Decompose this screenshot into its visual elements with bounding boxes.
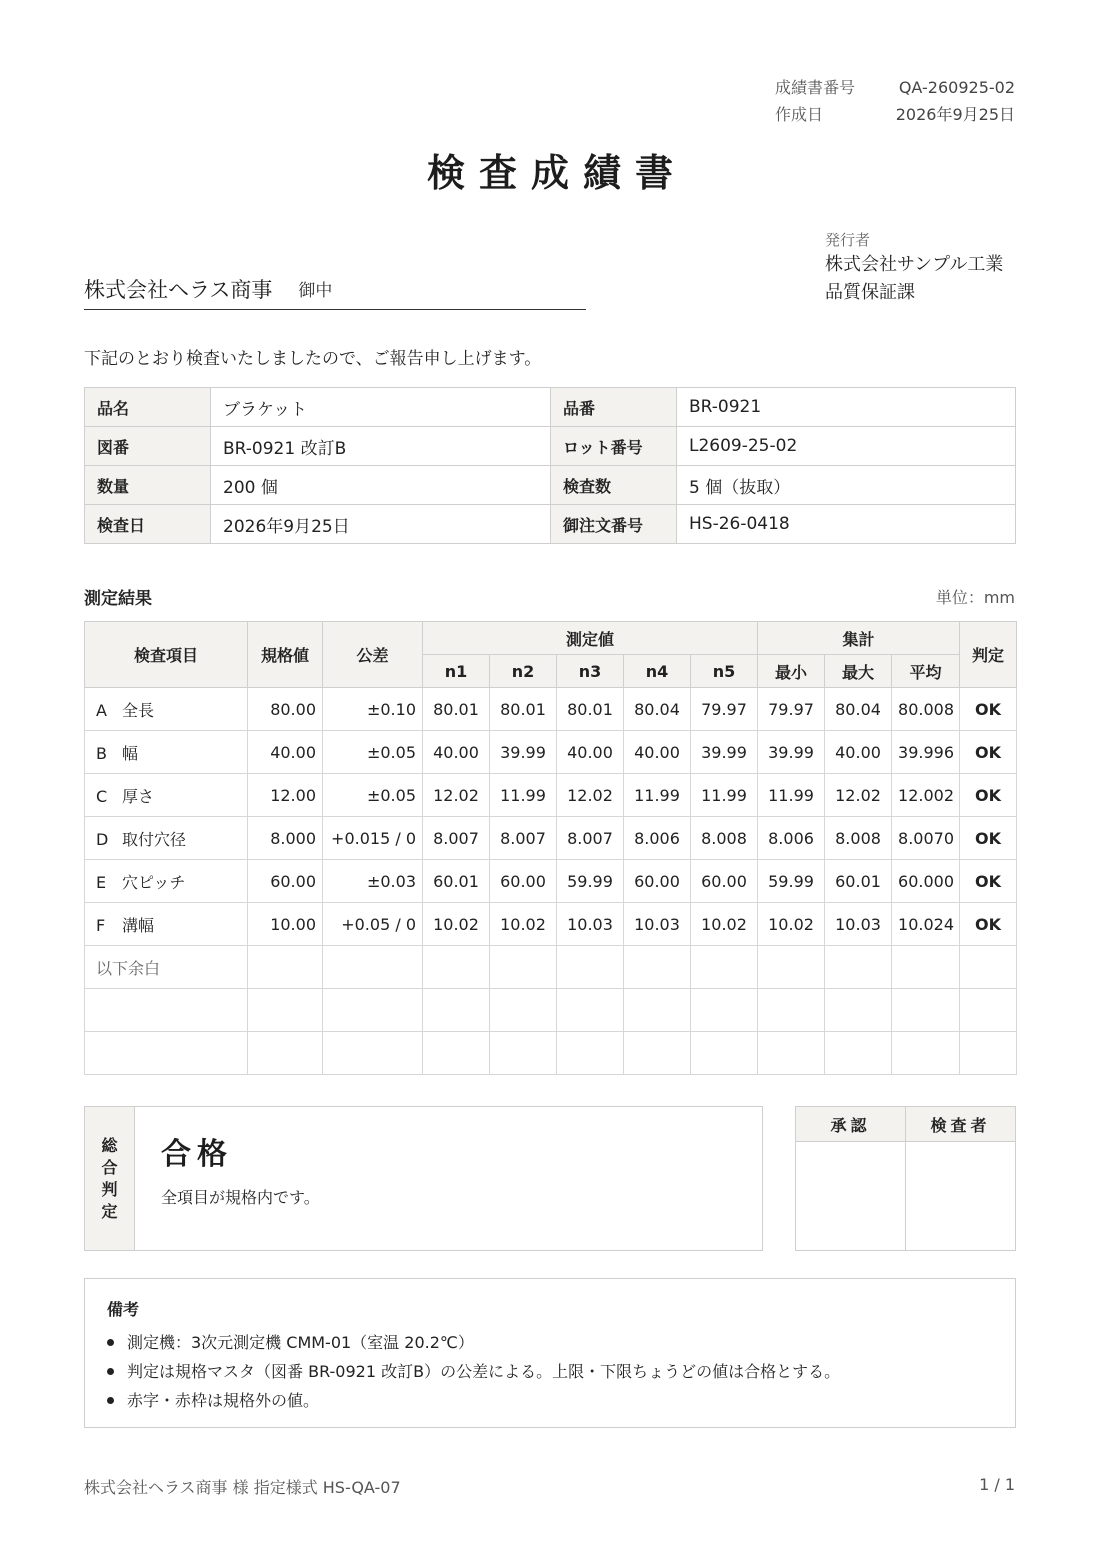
measured-value: 39.99 — [490, 731, 557, 774]
page-title: 検査成績書 — [426, 151, 687, 195]
info-value: BR-0921 — [677, 388, 1016, 427]
item-cell — [85, 903, 248, 946]
empty-cell — [691, 946, 758, 989]
document-meta — [775, 76, 1015, 130]
measured-value: 11.99 — [691, 774, 758, 817]
empty-cell — [960, 989, 1017, 1032]
info-value: 5 個（抜取） — [677, 466, 1016, 505]
measured-value: 10.03 — [624, 903, 691, 946]
side-char: 判 — [101, 1179, 118, 1199]
measured-value: 79.97 — [691, 688, 758, 731]
empty-cell — [85, 989, 248, 1032]
empty-cell — [557, 946, 624, 989]
header-max: 最大 — [825, 655, 892, 688]
empty-cell — [423, 1032, 490, 1075]
empty-cell — [825, 946, 892, 989]
header-summary: 集計 — [758, 622, 960, 655]
judgement-body — [135, 1107, 346, 1250]
empty-cell — [323, 989, 423, 1032]
tolerance-value: ±0.05 — [323, 731, 423, 774]
measured-value: 12.02 — [557, 774, 624, 817]
item-name: 取付穴径 — [122, 829, 187, 849]
measured-value: 10.02 — [423, 903, 490, 946]
remarks-list — [107, 1328, 993, 1415]
info-value: HS-26-0418 — [677, 505, 1016, 544]
empty-cell — [423, 989, 490, 1032]
empty-cell — [323, 946, 423, 989]
empty-cell — [624, 1032, 691, 1075]
max-value: 12.02 — [825, 774, 892, 817]
header-n1: n1 — [423, 655, 490, 688]
item-name: 溝幅 — [122, 915, 155, 935]
header-item: 検査項目 — [85, 622, 248, 688]
measured-value: 40.00 — [423, 731, 490, 774]
measurement-row — [85, 860, 1017, 903]
judgement-result: 合格 — [161, 1137, 233, 1172]
empty-cell — [758, 1032, 825, 1075]
unit-label: 単位：mm — [935, 588, 1015, 607]
empty-cell — [892, 989, 960, 1032]
min-value: 8.006 — [758, 817, 825, 860]
measured-value: 10.02 — [691, 903, 758, 946]
info-value: 2026年9月25日 — [211, 505, 551, 544]
measured-value: 12.02 — [423, 774, 490, 817]
item-name: 全長 — [122, 700, 155, 720]
avg-value: 39.996 — [892, 731, 960, 774]
info-row — [85, 427, 1016, 466]
empty-cell — [624, 946, 691, 989]
spec-value: 10.00 — [248, 903, 323, 946]
overall-judgement — [84, 1106, 763, 1251]
remark-item: 判定は規格マスタ（図番 BR-0921 改訂B）の公差による。上限・下限ちょうどの値は合格とする。 — [107, 1357, 993, 1386]
inspector-stamp-box — [906, 1142, 1016, 1251]
measured-value: 8.008 — [691, 817, 758, 860]
min-value: 10.02 — [758, 903, 825, 946]
empty-cell — [960, 1032, 1017, 1075]
empty-cell — [624, 989, 691, 1032]
avg-value: 60.000 — [892, 860, 960, 903]
header-n2: n2 — [490, 655, 557, 688]
remark-item: 赤字・赤枠は規格外の値。 — [107, 1386, 993, 1415]
item-code: A — [96, 700, 107, 720]
issuer-block — [825, 229, 1025, 307]
empty-cell — [248, 946, 323, 989]
max-value: 10.03 — [825, 903, 892, 946]
issuer-company: 株式会社サンプル工業 — [825, 254, 1004, 275]
item-code: F — [96, 915, 106, 935]
empty-cell — [892, 1032, 960, 1075]
judge-value: OK — [960, 903, 1017, 946]
empty-cell — [758, 989, 825, 1032]
avg-value: 80.008 — [892, 688, 960, 731]
created-date-row — [775, 103, 1015, 130]
header-avg: 平均 — [892, 655, 960, 688]
info-value: 200 個 — [211, 466, 551, 505]
empty-cell — [557, 1032, 624, 1075]
measured-value: 10.02 — [490, 903, 557, 946]
empty-cell — [825, 989, 892, 1032]
measured-value: 8.007 — [490, 817, 557, 860]
tolerance-value: +0.015 / 0 — [323, 817, 423, 860]
empty-cell — [691, 1032, 758, 1075]
avg-value: 8.0070 — [892, 817, 960, 860]
item-code: C — [96, 786, 108, 806]
info-value: L2609-25-02 — [677, 427, 1016, 466]
max-value: 80.04 — [825, 688, 892, 731]
judge-value: OK — [960, 860, 1017, 903]
remainder-note: 以下余白 — [85, 946, 248, 989]
remarks-box — [84, 1278, 1016, 1428]
judge-value: OK — [960, 731, 1017, 774]
judgement-message: 全項目が規格内です。 — [161, 1188, 320, 1207]
info-label: 数量 — [85, 466, 211, 505]
item-code: D — [96, 829, 109, 849]
measured-value: 59.99 — [557, 860, 624, 903]
measurement-row — [85, 731, 1017, 774]
spec-value: 12.00 — [248, 774, 323, 817]
empty-cell — [490, 989, 557, 1032]
overall-judgement-label — [85, 1107, 135, 1250]
measured-value: 11.99 — [624, 774, 691, 817]
measured-value: 8.006 — [624, 817, 691, 860]
tolerance-value: ±0.10 — [323, 688, 423, 731]
measurement-table — [84, 621, 1017, 1075]
spec-value: 40.00 — [248, 731, 323, 774]
empty-cell — [423, 946, 490, 989]
recipient-honorific: 御中 — [298, 281, 333, 301]
item-cell — [85, 731, 248, 774]
results-section-title: 測定結果 — [84, 589, 152, 609]
approval-stamps — [795, 1106, 1016, 1251]
measurement-row — [85, 688, 1017, 731]
remarks-title: 備考 — [107, 1300, 140, 1319]
intro-text: 下記のとおり検査いたしましたので、ご報告申し上げます。 — [84, 349, 542, 369]
empty-cell — [248, 1032, 323, 1075]
measured-value: 11.99 — [490, 774, 557, 817]
header-n4: n4 — [624, 655, 691, 688]
judge-value: OK — [960, 688, 1017, 731]
remark-item: 測定機：3次元測定機 CMM-01（室温 20.2℃） — [107, 1328, 993, 1357]
item-name: 幅 — [122, 743, 139, 763]
empty-cell — [825, 1032, 892, 1075]
empty-cell — [758, 946, 825, 989]
avg-value: 12.002 — [892, 774, 960, 817]
doc-number: QA-260925-02 — [898, 78, 1015, 97]
approve-header: 承認 — [796, 1107, 906, 1142]
created-date: 2026年9月25日 — [895, 105, 1015, 124]
tolerance-value: +0.05 / 0 — [323, 903, 423, 946]
issuer-label: 発行者 — [825, 231, 871, 249]
header-min: 最小 — [758, 655, 825, 688]
measured-value: 80.01 — [557, 688, 624, 731]
tolerance-value: ±0.03 — [323, 860, 423, 903]
doc-number-row — [775, 76, 1015, 103]
empty-cell — [691, 989, 758, 1032]
max-value: 8.008 — [825, 817, 892, 860]
header-judge: 判定 — [960, 622, 1017, 688]
measured-value: 39.99 — [691, 731, 758, 774]
item-cell — [85, 688, 248, 731]
measurement-row — [85, 774, 1017, 817]
header-n3: n3 — [557, 655, 624, 688]
min-value: 59.99 — [758, 860, 825, 903]
empty-cell — [323, 1032, 423, 1075]
info-row — [85, 388, 1016, 427]
measured-value: 60.01 — [423, 860, 490, 903]
judge-value: OK — [960, 774, 1017, 817]
approve-stamp-box — [796, 1142, 906, 1251]
spec-value: 8.000 — [248, 817, 323, 860]
info-row — [85, 505, 1016, 544]
info-label: 品番 — [551, 388, 677, 427]
header-spec: 規格値 — [248, 622, 323, 688]
item-code: B — [96, 743, 107, 763]
info-label: ロット番号 — [551, 427, 677, 466]
doc-number-label: 成績書番号 — [775, 78, 856, 97]
empty-cell — [85, 1032, 248, 1075]
empty-cell — [892, 946, 960, 989]
measurement-row — [85, 903, 1017, 946]
min-value: 11.99 — [758, 774, 825, 817]
avg-value: 10.024 — [892, 903, 960, 946]
footer-form-id: 株式会社ヘラス商事 様 指定様式 HS-QA-07 — [84, 1478, 401, 1497]
measured-value: 8.007 — [423, 817, 490, 860]
spec-value: 80.00 — [248, 688, 323, 731]
measured-value: 80.04 — [624, 688, 691, 731]
info-value: ブラケット — [211, 388, 551, 427]
empty-cell — [557, 989, 624, 1032]
item-name: 穴ピッチ — [122, 872, 186, 892]
info-label: 検査日 — [85, 505, 211, 544]
info-value: BR-0921 改訂B — [211, 427, 551, 466]
header-n5: n5 — [691, 655, 758, 688]
recipient-block — [84, 268, 586, 310]
info-label: 図番 — [85, 427, 211, 466]
item-cell — [85, 817, 248, 860]
spec-value: 60.00 — [248, 860, 323, 903]
max-value: 60.01 — [825, 860, 892, 903]
empty-cell — [490, 946, 557, 989]
header-measured: 測定値 — [423, 622, 758, 655]
empty-cell — [490, 1032, 557, 1075]
empty-row — [85, 946, 1017, 989]
inspector-header: 検査者 — [906, 1107, 1016, 1142]
empty-row — [85, 989, 1017, 1032]
item-name: 厚さ — [122, 786, 155, 806]
measured-value: 8.007 — [557, 817, 624, 860]
side-char: 合 — [101, 1157, 118, 1177]
product-info-table — [84, 387, 1016, 544]
measured-value: 10.03 — [557, 903, 624, 946]
item-cell — [85, 860, 248, 903]
header-tolerance: 公差 — [323, 622, 423, 688]
min-value: 39.99 — [758, 731, 825, 774]
measured-value: 80.01 — [490, 688, 557, 731]
item-code: E — [96, 872, 107, 892]
tolerance-value: ±0.05 — [323, 774, 423, 817]
issuer-dept: 品質保証課 — [825, 282, 915, 303]
judge-value: OK — [960, 817, 1017, 860]
min-value: 79.97 — [758, 688, 825, 731]
item-cell — [85, 774, 248, 817]
measured-value: 80.01 — [423, 688, 490, 731]
max-value: 40.00 — [825, 731, 892, 774]
recipient-name: 株式会社ヘラス商事 — [84, 277, 273, 302]
empty-cell — [960, 946, 1017, 989]
empty-cell — [248, 989, 323, 1032]
measurement-row — [85, 817, 1017, 860]
side-char: 定 — [101, 1201, 118, 1221]
info-label: 検査数 — [551, 466, 677, 505]
measured-value: 60.00 — [490, 860, 557, 903]
info-label: 御注文番号 — [551, 505, 677, 544]
info-row — [85, 466, 1016, 505]
measured-value: 40.00 — [557, 731, 624, 774]
measured-value: 40.00 — [624, 731, 691, 774]
measured-value: 60.00 — [624, 860, 691, 903]
empty-row — [85, 1032, 1017, 1075]
info-label: 品名 — [85, 388, 211, 427]
measured-value: 60.00 — [691, 860, 758, 903]
measurement-header-row — [85, 622, 1017, 655]
created-date-label: 作成日 — [775, 105, 824, 124]
page-number: 1 / 1 — [979, 1475, 1015, 1494]
side-char: 総 — [101, 1135, 118, 1155]
